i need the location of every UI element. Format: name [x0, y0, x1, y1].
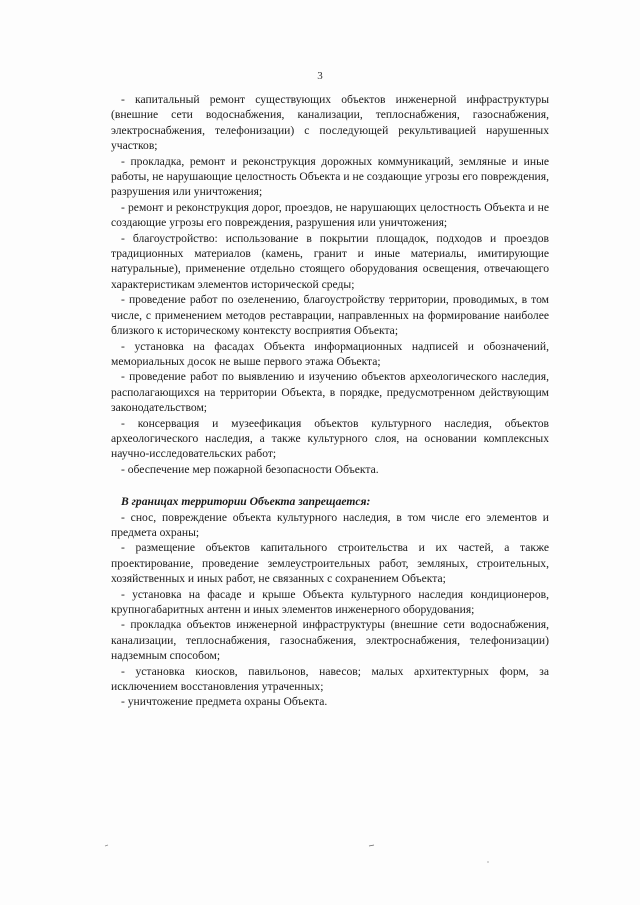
permitted-item: - ремонт и реконструкция дорог, проездов, не нарушающих целостность Объекта и не создающие угрозы его повреждения, разрушения или уничтожения; [111, 200, 549, 230]
prohibited-item: - установка на фасаде и крыше Объекта культурного наследия кондиционеров, крупногабаритных антенн и иных элементов инженерного оборудования; [111, 587, 549, 616]
permitted-item: - консервация и музеефикация объектов культурного наследия, объектов археологического наследия, а также культурного слоя, на основании комплексных научно-исследовательских работ; [111, 416, 549, 461]
prohibited-item: - размещение объектов капитального строительства и их частей, а также проектирование, проведение землеустроительных работ, земляных, строительных, хозяйственных и иных работ, не связанных с сохранением Объекта; [111, 541, 549, 586]
scan-speck [369, 845, 374, 846]
page-number: 3 [317, 70, 323, 82]
permitted-item: - проведение работ по выявлению и изучению объектов археологического наследия, располагающихся на территории Объекта, в порядке, предусмотренном действующим законодательством; [111, 370, 549, 415]
permitted-item: - благоустройство: использование в покрытии площадок, подходов и проездов традиционных материалов (камень, гранит и иные материалы, имитирующие натуральные), применение отдельно стоящего оборудования освещения, отвечающего характеристикам элементов исторической среды; [111, 231, 549, 291]
permitted-item: - проведение работ по озеленению, благоустройству территории, проводимых, в том числе, с применением методов реставрации, направленных на формирование наиболее близкого к историческому контексту восприятия Объекта; [111, 293, 549, 338]
prohibited-item: - снос, повреждение объекта культурного наследия, в том числе его элементов и предмета охраны; [111, 510, 549, 539]
scan-speck [105, 845, 108, 846]
prohibited-item: - установка киосков, павильонов, навесов; малых архитектурных форм, за исключением восстановления утраченных; [111, 664, 549, 694]
permitted-item: - обеспечение мер пожарной безопасности Объекта. [121, 462, 379, 476]
permitted-item: - капитальный ремонт существующих объектов инженерной инфраструктуры (внешние сети водоснабжения, канализации, теплоснабжения, газоснабжения, электроснабжения, телефонизации) с последующей рекультивацией нарушенных участков; [111, 93, 549, 153]
permitted-item: - прокладка, ремонт и реконструкция дорожных коммуникаций, земляные и иные работы, не нарушающие целостность Объекта и не создающие угрозы его повреждения, разрушения или уничтожения; [111, 154, 549, 199]
prohibited-item: - уничтожение предмета охраны Объекта. [121, 695, 328, 709]
prohibited-item: - прокладка объектов инженерной инфраструктуры (внешние сети водоснабжения, канализации, теплоснабжения, газоснабжения, электроснабжения, телефонизации) надземным способом; [111, 618, 549, 663]
section-heading-prohibited: В границах территории Объекта запрещается: [121, 495, 371, 509]
document-body [111, 92, 549, 710]
permitted-item: - установка на фасадах Объекта информационных надписей и обозначений, мемориальных досок не выше первого этажа Объекта; [111, 339, 549, 368]
